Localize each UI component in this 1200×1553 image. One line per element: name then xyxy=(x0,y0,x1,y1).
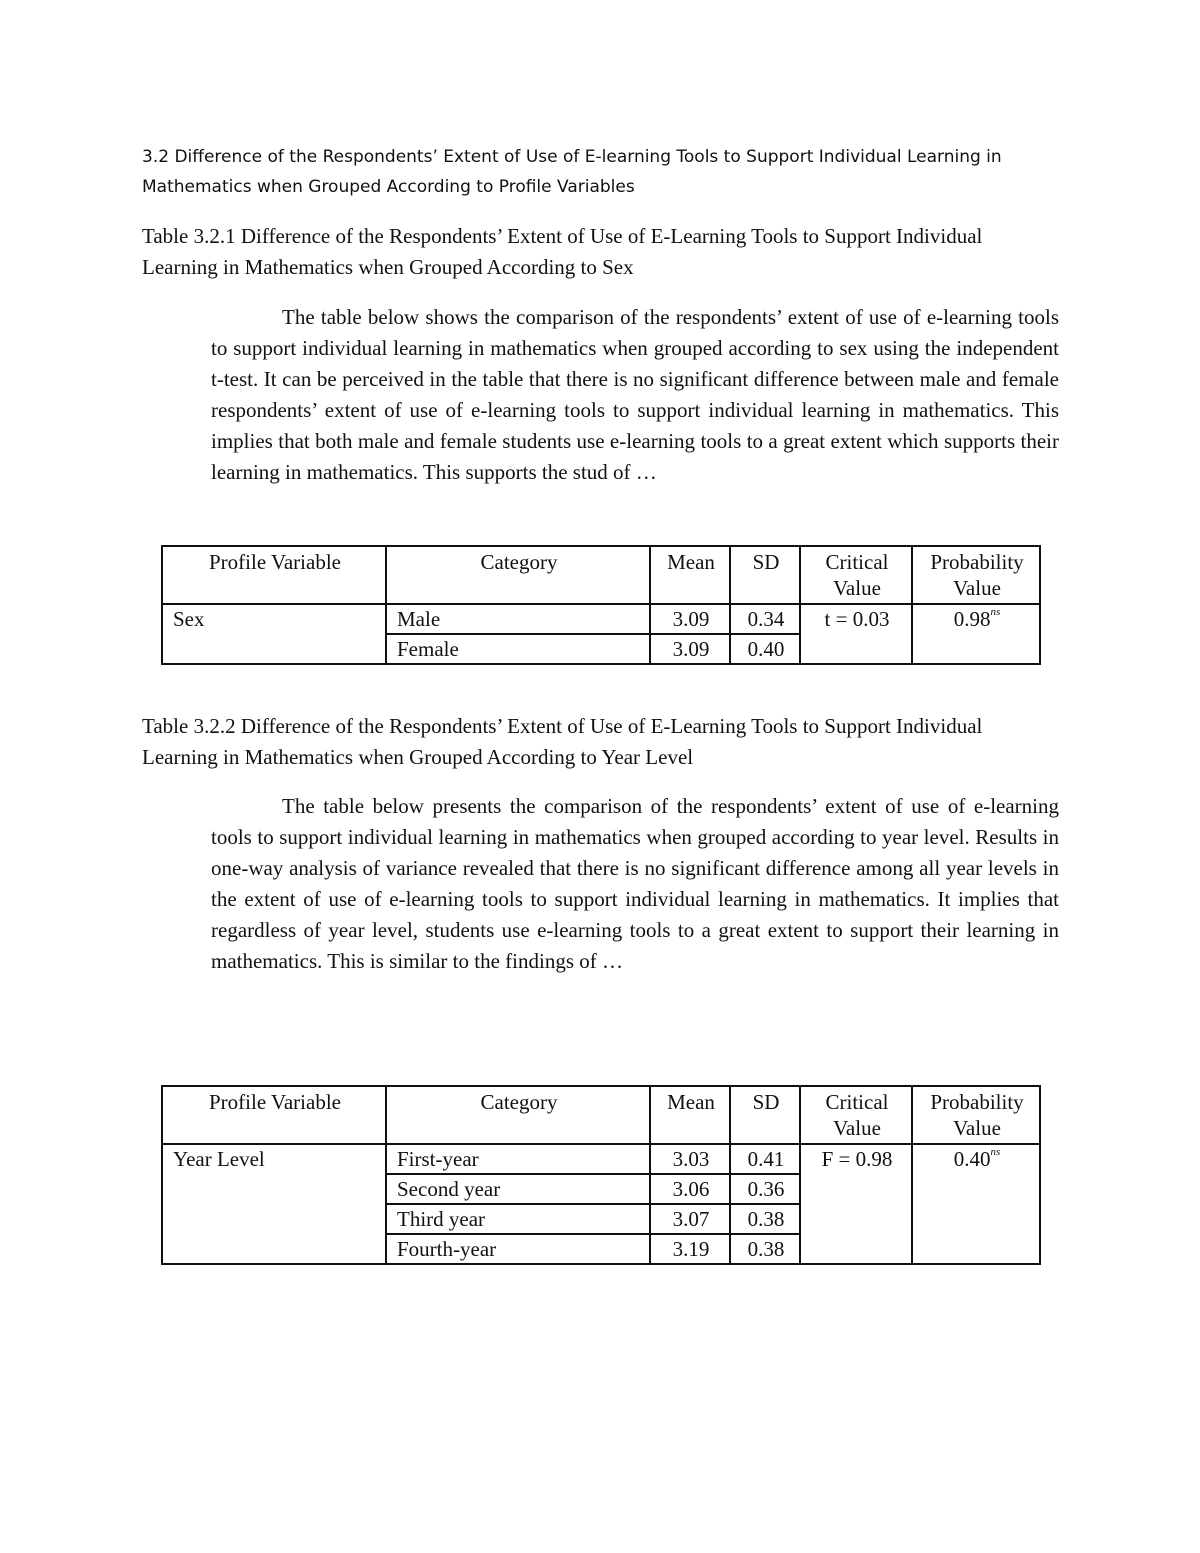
category-cell: Second year xyxy=(386,1174,650,1204)
sd-cell: 0.38 xyxy=(730,1204,800,1234)
header-sd: SD xyxy=(730,1086,800,1144)
header-mean: Mean xyxy=(650,1086,730,1144)
table1-header-row xyxy=(162,546,1040,604)
mean-cell: 3.07 xyxy=(650,1204,730,1234)
table1-paragraph: The table below shows the comparison of the respondents’ extent of use of e-learning tools to support individual learning in mathematics when grouped according to sex using the independent t-test. It can be perceived in the table that there is no significant difference between male and female respondents’ extent of use of e-learning tools to support individual learning in mathematics. This implies that both male and female students use e-learning tools to a great extent which supports their learning in mathematics. This supports the stud of … xyxy=(211,305,1059,484)
mean-cell: 3.09 xyxy=(650,604,730,634)
category-cell: First-year xyxy=(386,1144,650,1174)
header-profile-variable: Profile Variable xyxy=(162,1086,386,1144)
header-mean: Mean xyxy=(650,546,730,604)
mean-cell: 3.03 xyxy=(650,1144,730,1174)
header-critical-value: Critical Value xyxy=(800,1086,912,1144)
sd-cell: 0.40 xyxy=(730,634,800,664)
table2-header-row xyxy=(162,1086,1040,1144)
table1-caption: Table 3.2.1 Difference of the Respondents’ Extent of Use of E-Learning Tools to Support Individual Learning in Mathematics when Grouped According to Sex xyxy=(142,224,983,279)
header-profile-variable: Profile Variable xyxy=(162,546,386,604)
mean-cell: 3.06 xyxy=(650,1174,730,1204)
probability-value: 0.98 xyxy=(953,607,991,631)
critical-value-cell: F = 0.98 xyxy=(800,1144,912,1264)
category-cell: Female xyxy=(386,634,650,664)
table2 xyxy=(161,1085,1041,1265)
category-cell: Male xyxy=(386,604,650,634)
probability-value: 0.40 xyxy=(953,1147,991,1171)
header-critical-value: Critical Value xyxy=(800,546,912,604)
table2-caption: Table 3.2.2 Difference of the Respondents’ Extent of Use of E-Learning Tools to Support Individual Learning in Mathematics when Grouped According to Year Level xyxy=(142,714,983,769)
header-probability-value: Probability Value xyxy=(912,546,1040,604)
table-row xyxy=(162,604,1040,634)
header-sd: SD xyxy=(730,546,800,604)
sd-cell: 0.41 xyxy=(730,1144,800,1174)
probability-value-cell xyxy=(912,604,1040,664)
mean-cell: 3.09 xyxy=(650,634,730,664)
significance-marker: ns xyxy=(990,606,1001,618)
header-probability-value: Probability Value xyxy=(912,1086,1040,1144)
sd-cell: 0.34 xyxy=(730,604,800,634)
profile-variable-cell: Sex xyxy=(162,604,386,664)
sd-cell: 0.36 xyxy=(730,1174,800,1204)
header-category: Category xyxy=(386,546,650,604)
section-heading: 3.2 Difference of the Respondents’ Extent of Use of E-learning Tools to Support Individual Learning in Mathematics when Grouped According to Profile Variables xyxy=(142,147,1002,197)
profile-variable-cell: Year Level xyxy=(162,1144,386,1264)
table2-paragraph: The table below presents the comparison of the respondents’ extent of use of e-learning tools to support individual learning in mathematics when grouped according to year level. Results in one-way analysis of variance revealed that there is no significant difference among all year levels in the extent of use of e-learning tools to support individual learning in mathematics. It implies that regardless of year level, students use e-learning tools to a great extent to support their learning in mathematics. This is similar to the findings of … xyxy=(211,794,1059,973)
category-cell: Third year xyxy=(386,1204,650,1234)
table1 xyxy=(161,545,1041,665)
category-cell: Fourth-year xyxy=(386,1234,650,1264)
significance-marker: ns xyxy=(990,1146,1001,1158)
probability-value-cell xyxy=(912,1144,1040,1264)
sd-cell: 0.38 xyxy=(730,1234,800,1264)
table-row xyxy=(162,1144,1040,1174)
header-category: Category xyxy=(386,1086,650,1144)
critical-value-cell: t = 0.03 xyxy=(800,604,912,664)
mean-cell: 3.19 xyxy=(650,1234,730,1264)
